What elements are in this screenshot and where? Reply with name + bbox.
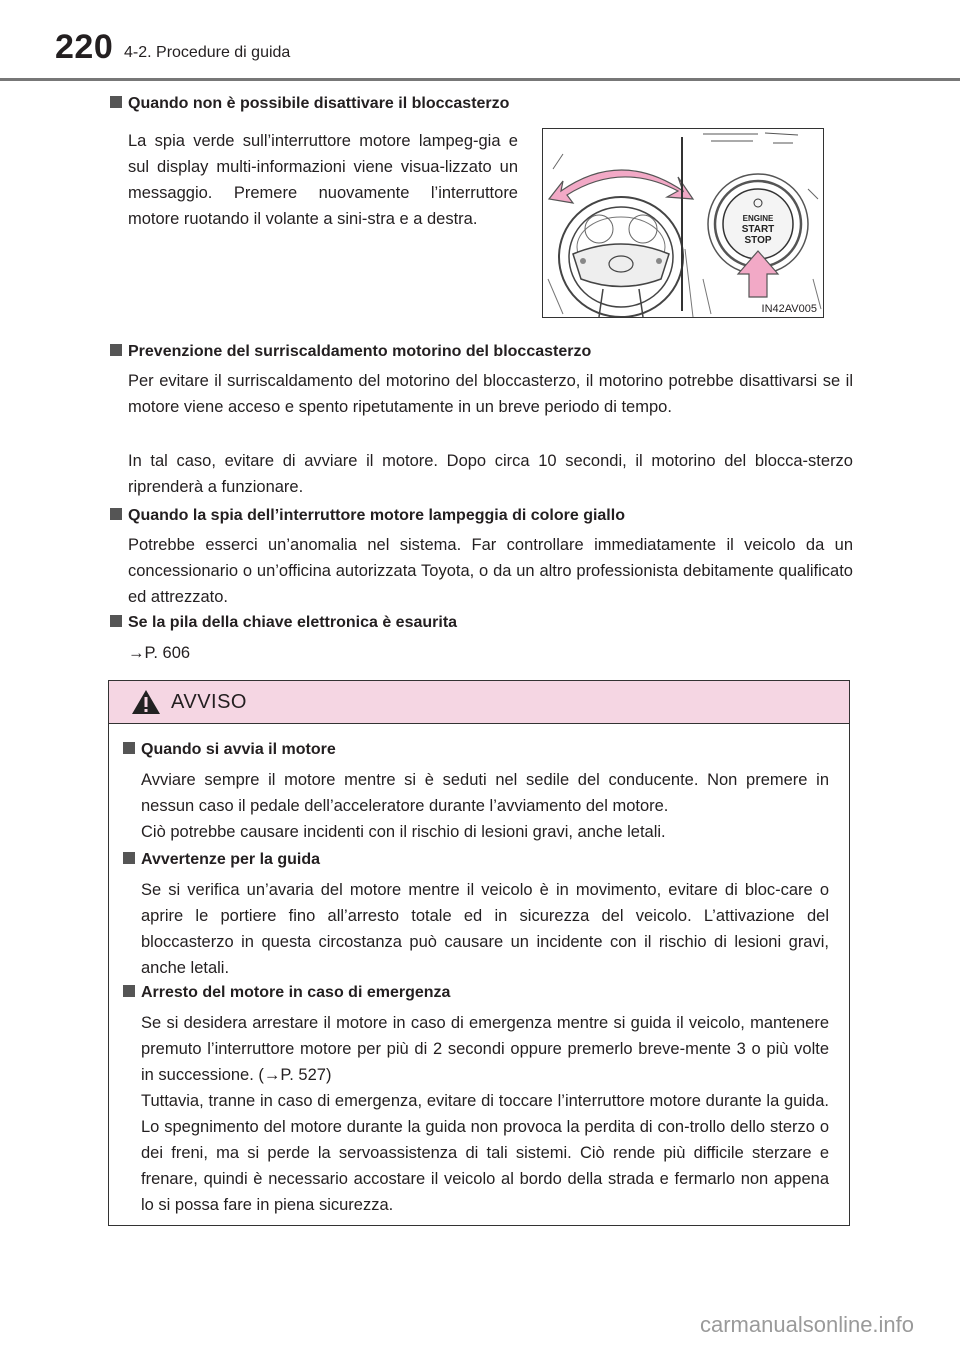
warning-paragraph: Se si verifica un’avaria del motore mentre il veicolo è in movimento, evitare di bloc-care o aprire le portiere fino all’arresto totale ed in sicurezza del veicolo. L’attivazione del bloccasterzo in questa circostanza può causare un incidente con il rischio di lesioni gravi, anche letali. xyxy=(141,881,829,977)
section-heading-steering-lock xyxy=(110,95,509,113)
square-bullet-icon xyxy=(123,985,135,997)
paragraph: In tal caso, evitare di avviare il motore. Dopo circa 10 secondi, il motorino del blocca-sterzo riprenderà a funzionare. xyxy=(128,452,853,496)
heading-text: Arresto del motore in caso di emergenza xyxy=(141,984,451,1001)
section-label: 4-2. Procedure di guida xyxy=(124,44,291,61)
heading-text: Quando la spia dell’interruttore motore lampeggia di colore giallo xyxy=(128,507,625,524)
warning-paragraph: Ciò potrebbe causare incidenti con il rischio di lesioni gravi, anche letali. xyxy=(141,823,666,841)
warning-paragraph: Tuttavia, tranne in caso di emergenza, evitare di toccare l’interruttore motore durante la guida. Lo spegnimento del motore durante la guida non provoca la perdita di con-trollo dello sterzo o dei freni, ma si perde la servoassistenza di tali sistemi. Ciò rende più difficile sterzare e frenare, quindi è necessario accostare il veicolo al bordo della strada e fermarlo non appena lo si possa fare in piena sicurezza. xyxy=(141,1092,829,1214)
square-bullet-icon xyxy=(123,852,135,864)
heading-text: Avvertenze per la guida xyxy=(141,851,321,868)
heading-text: Prevenzione del surriscaldamento motorino del bloccasterzo xyxy=(128,343,592,360)
paragraph: Potrebbe esserci un’anomalia nel sistema. Far controllare immediatamente il veicolo da un concessionario o un’officina autorizzata Toyota, o da un altro professionista debitamente qualificato ed attrezzato. xyxy=(128,536,853,606)
heading-text: Se la pila della chiave elettronica è esaurita xyxy=(128,614,458,631)
warning-heading-driving xyxy=(123,851,320,869)
warning-heading-starting xyxy=(123,741,336,759)
heading-text: Quando non è possibile disattivare il bloccasterzo xyxy=(128,95,510,112)
square-bullet-icon xyxy=(123,742,135,754)
watermark: carmanualsonline.info xyxy=(700,1312,915,1337)
engine-switch-illustration xyxy=(542,128,824,318)
page-reference-link[interactable]: →P. 606 xyxy=(128,644,191,662)
warning-paragraph: Se si desidera arrestare il motore in caso di emergenza mentre si guida il veicolo, mantenere premuto l’interruttore motore per più di 2 secondi oppure premerlo breve-mente 3 o più volte in successione. (→P. 527) xyxy=(141,1014,829,1084)
section-heading-key-battery xyxy=(110,614,457,632)
square-bullet-icon xyxy=(110,615,122,627)
square-bullet-icon xyxy=(110,344,122,356)
paragraph: La spia verde sull’interruttore motore lampeg-gia e sul display multi-informazioni viene visua-lizzato un messaggio. Premere nuovamente l’interruttore motore ruotando il volante a sini-stra e a destra. xyxy=(128,132,518,228)
page-number: 220 xyxy=(55,28,114,66)
paragraph: Per evitare il surriscaldamento del motorino del bloccasterzo, il motorino potrebbe disattivarsi se il motore viene acceso e spento ripetutamente in un breve periodo di tempo. xyxy=(128,372,853,416)
warning-paragraph: Avviare sempre il motore mentre si è seduti nel sedile del conducente. Non premere in nessun caso il pedale dell’acceleratore durante l’avviamento del motore. xyxy=(141,771,829,815)
engine-label: ENGINE xyxy=(742,214,774,223)
page-header xyxy=(0,0,960,80)
heading-text: Quando si avvia il motore xyxy=(141,741,336,758)
section-heading-overheating xyxy=(110,343,591,361)
warning-triangle-icon xyxy=(131,689,161,715)
warning-box xyxy=(108,680,850,1226)
warning-heading-emergency-stop xyxy=(123,984,450,1002)
section-heading-yellow-light xyxy=(110,507,625,525)
start-label: START xyxy=(741,224,775,235)
figure-code: IN42AV005 xyxy=(761,303,817,315)
header-divider xyxy=(0,78,960,81)
warning-header xyxy=(109,681,849,724)
steering-wheel-and-start-button-drawing xyxy=(543,129,824,318)
warning-title: AVVISO xyxy=(171,691,247,713)
stop-label: STOP xyxy=(744,235,772,246)
square-bullet-icon xyxy=(110,508,122,520)
square-bullet-icon xyxy=(110,96,122,108)
